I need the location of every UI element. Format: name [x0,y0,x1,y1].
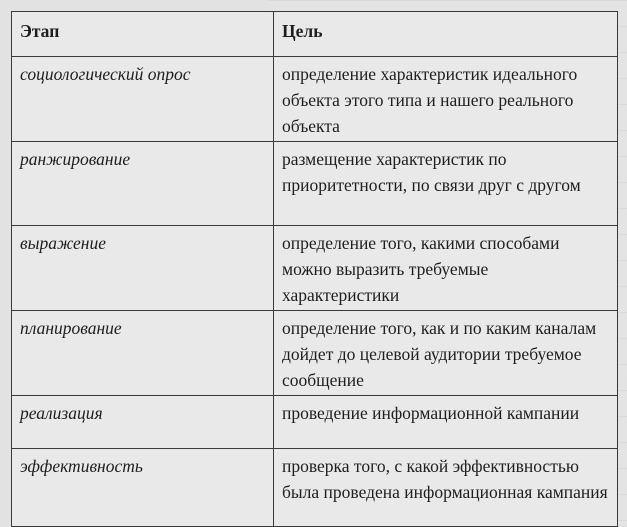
stage-cell: ранжирование [12,142,274,226]
goal-cell: проверка того, с какой эффективностью была проведена информационная кампания [274,449,618,527]
header-row [12,12,618,57]
goal-cell: определение того, какими способами можно выразить требуемые характеристики [274,226,618,311]
table-row [12,449,618,527]
stage-cell: планирование [12,311,274,396]
stages-table [11,11,618,527]
header-stage: Этап [12,12,274,57]
stage-cell: социологический опрос [12,57,274,142]
stage-cell: выражение [12,226,274,311]
stage-cell: эффективность [12,449,274,527]
table-row [12,396,618,449]
table-row [12,311,618,396]
header-goal: Цель [274,12,618,57]
goal-cell: проведение информационной кампании [274,396,618,449]
table-row [12,142,618,226]
stage-cell: реализация [12,396,274,449]
goal-cell: определение того, как и по каким каналам дойдет до целевой аудитории требуемое сообщение [274,311,618,396]
goal-cell: определение характеристик идеального объекта этого типа и нашего реального объекта [274,57,618,142]
goal-cell: размещение характеристик по приоритетности, по связи друг с другом [274,142,618,226]
table-row [12,226,618,311]
table-row [12,57,618,142]
